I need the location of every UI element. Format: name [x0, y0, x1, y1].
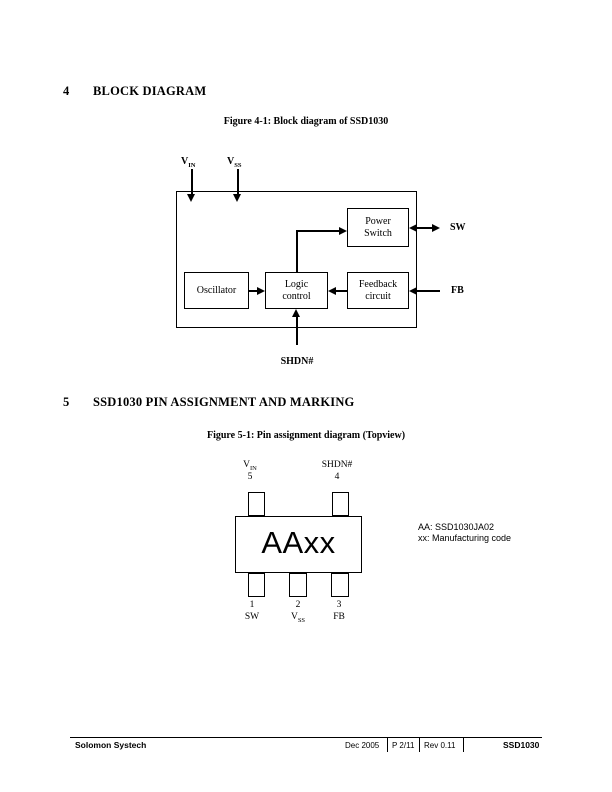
footer-divider-2: [419, 737, 420, 752]
sw-arrow-line: [417, 227, 432, 229]
logic-control-label-line1: Logic: [284, 278, 309, 290]
power-switch-label-line1: Power: [365, 215, 391, 227]
logic-to-power-arrowhead-icon: [339, 227, 347, 235]
section-5-title: SSD1030 PIN ASSIGNMENT AND MARKING: [93, 395, 355, 409]
pin2-lead: [289, 573, 307, 597]
footer-divider-3: [463, 737, 464, 752]
sw-arrowhead-right-icon: [432, 224, 440, 232]
package-marking: AAxx: [261, 524, 336, 560]
pin2-name-sub: SS: [297, 616, 306, 624]
vss-base: V: [227, 156, 235, 167]
logic-control-label-line2: control: [282, 290, 311, 302]
footer-page-number: P 2/11: [392, 741, 415, 750]
pin5-lead: [248, 492, 265, 516]
pin4-name-base: SHDN#: [321, 460, 353, 470]
logic-to-power-hline: [296, 230, 339, 232]
pin2-name-base: V: [290, 612, 298, 622]
section-4-title: BLOCK DIAGRAM: [93, 84, 207, 98]
pin3-name-base: FB: [333, 612, 345, 622]
marking-note: [418, 522, 511, 544]
pin1-lead: [248, 573, 265, 597]
footer-product: SSD1030: [503, 740, 540, 750]
fb-arrow-line: [417, 290, 440, 292]
package-body: [235, 516, 362, 573]
pin4-number-label: 4: [334, 472, 340, 482]
pin5-name-base: V: [243, 460, 250, 470]
pin3-lead: [331, 573, 349, 597]
pin5-name-label: [220, 460, 280, 471]
shdn-port-label: SHDN#: [280, 356, 314, 367]
footer-divider-1: [387, 737, 388, 752]
power-switch-block: [347, 208, 409, 247]
logic-control-block: [265, 272, 328, 309]
marking-note-line2: xx: Manufacturing code: [418, 533, 512, 543]
vin-sub: IN: [188, 162, 196, 169]
pin4-lead: [332, 492, 349, 516]
figure-4-1-caption: Figure 4-1: Block diagram of SSD1030: [223, 116, 389, 127]
feedback-circuit-label-line1: Feedback: [358, 278, 398, 290]
shdn-arrowhead-icon: [292, 309, 300, 317]
pin1-name-base: SW: [244, 612, 260, 622]
shdn-arrow-line: [296, 317, 298, 345]
footer-revision: Rev 0.11: [424, 741, 456, 750]
vss-signal-label: [227, 156, 241, 167]
pin2-number-label: 2: [295, 600, 301, 610]
feedback-circuit-block: [347, 272, 409, 309]
logic-to-power-vline: [296, 230, 298, 272]
fb-port-label: FB: [451, 285, 464, 296]
vin-base: V: [181, 156, 189, 167]
marking-note-line1: AA: SSD1030JA02: [418, 522, 495, 532]
section-4-number: 4: [63, 84, 70, 98]
oscillator-to-logic-arrowhead-icon: [257, 287, 265, 295]
feedback-to-logic-line: [336, 290, 347, 292]
footer-date: Dec 2005: [345, 741, 380, 750]
pin5-number-label: 5: [247, 472, 253, 482]
footer-company: Solomon Systech: [75, 740, 147, 750]
pin3-number-label: 3: [336, 600, 342, 610]
sw-port-label: SW: [450, 222, 466, 233]
pin5-name-sub: IN: [250, 464, 257, 472]
sw-arrowhead-left-icon: [409, 224, 417, 232]
oscillator-block: [184, 272, 249, 309]
vin-signal-label: [181, 156, 195, 167]
section-5-number: 5: [63, 395, 70, 409]
power-switch-label-line2: Switch: [364, 227, 392, 239]
oscillator-label: Oscillator: [196, 284, 237, 296]
footer-rule: [70, 737, 542, 738]
feedback-circuit-label-line2: circuit: [365, 290, 391, 302]
pin1-number-label: 1: [249, 600, 255, 610]
feedback-to-logic-arrowhead-icon: [328, 287, 336, 295]
pin4-name-label: [307, 460, 367, 471]
vss-sub: SS: [234, 162, 242, 169]
fb-arrowhead-icon: [409, 287, 417, 295]
figure-5-1-caption: Figure 5-1: Pin assignment diagram (Topview): [206, 430, 406, 441]
pin3-name-label: [309, 612, 369, 623]
